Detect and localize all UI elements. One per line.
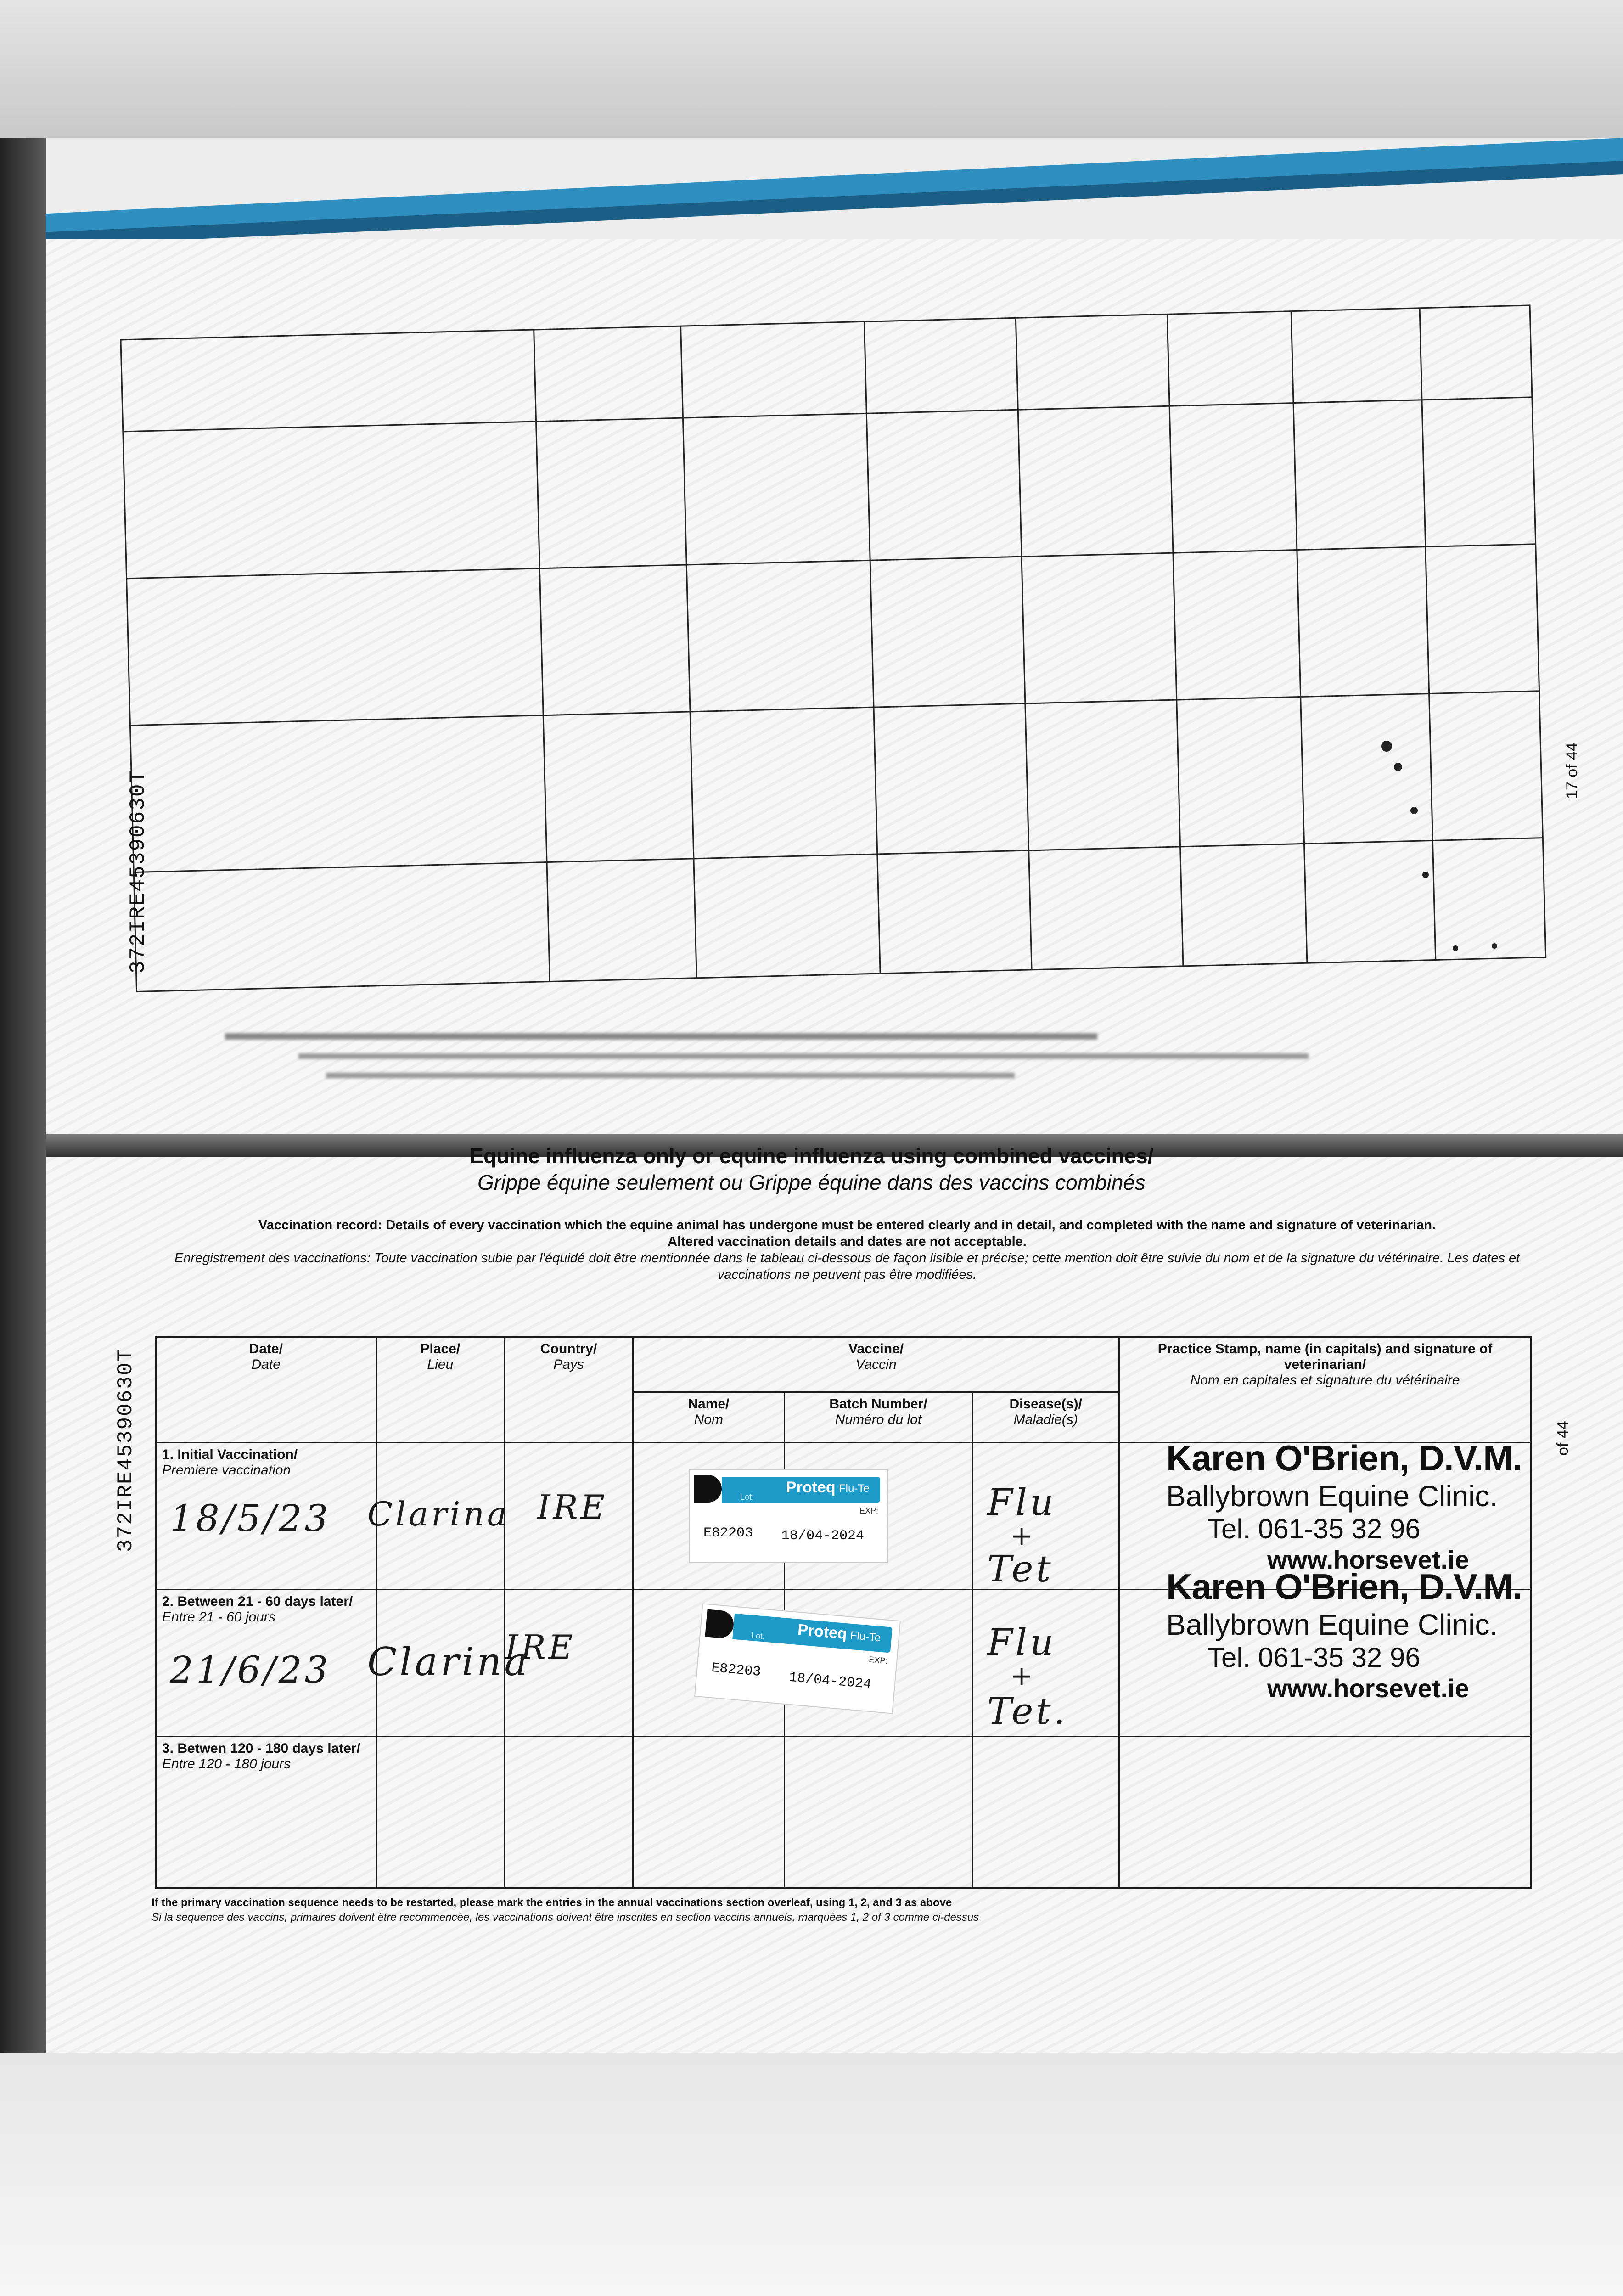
handwritten-disease-2b: + [1010, 1660, 1036, 1692]
blank-record-grid [46, 239, 1623, 1134]
footer-note-fr: Si la sequence des vaccins, primaires doivent être recommencée, les vaccinations doivent être inscrites en section vaccins annuels, marquées 1, 2 of 3 comme ci-dessus [152, 1911, 979, 1924]
book-spine-shadow [0, 138, 46, 2057]
cell-batch-3[interactable] [784, 1737, 972, 1888]
row-label-initial[interactable]: 1. Initial Vaccination/ Premiere vaccination [156, 1443, 376, 1590]
note-en-bold-2: Altered vaccination details and dates are not acceptable. [668, 1234, 1027, 1249]
brand-logo-icon [694, 1475, 722, 1503]
lower-page-number: of 44 [1554, 1421, 1572, 1456]
vaccine-sticker-2: Lot: Proteq Flu-Te EXP: E82203 18/04-2024 [694, 1603, 901, 1714]
handwritten-disease-2c: Tet. [987, 1690, 1068, 1733]
row-label-second[interactable]: 2. Between 21 - 60 days later/ Entre 21 - 60 jours [156, 1590, 376, 1737]
handwritten-country-2: IRE [505, 1628, 576, 1666]
document-id-vertical-lower: 372IRE45390630T [114, 1348, 138, 1552]
cell-name-3[interactable] [633, 1737, 785, 1888]
cell-disease-3[interactable] [972, 1737, 1119, 1888]
header-country: Country/ Pays [505, 1337, 633, 1443]
handwritten-disease-1a: Flu [987, 1481, 1056, 1524]
header-batch-number: Batch Number/ Numéro du lot [784, 1392, 972, 1443]
handwritten-disease-2a: Flu [987, 1621, 1056, 1664]
upper-page-blank-record [46, 239, 1623, 1134]
document-id-vertical-upper: 372IRE45390630T [126, 769, 150, 974]
upside-down-header-blur [207, 1019, 1492, 1120]
header-vaccine: Vaccine/ Vaccin [633, 1337, 1119, 1392]
handwritten-place-2: Clarina [367, 1639, 530, 1684]
handwritten-date-2: 21/6/23 [170, 1649, 331, 1691]
section-title-fr: Grippe équine seulement ou Grippe équine dans des vaccins combinés [477, 1171, 1146, 1194]
header-place: Place/ Lieu [376, 1337, 505, 1443]
cell-stamp-3[interactable] [1119, 1737, 1531, 1888]
brand-logo-icon [705, 1609, 735, 1639]
cell-place-3[interactable] [376, 1737, 505, 1888]
note-en-bold: Vaccination record: Details of every vaccination which the equine animal has undergone must be entered clearly and in detail, and completed with the name and signature of veterinarian. [258, 1218, 1436, 1232]
footer-note-en: If the primary vaccination sequence needs to be restarted, please mark the entries in the annual vaccinations section overleaf, using 1, 2, and 3 as above [152, 1896, 952, 1909]
handwritten-country-1: IRE [537, 1488, 608, 1526]
upper-page-number: 17 of 44 [1563, 743, 1581, 799]
header-diseases: Disease(s)/ Maladie(s) [972, 1392, 1119, 1443]
handwritten-disease-1b: + [1010, 1520, 1036, 1552]
scanner-background-top [0, 0, 1623, 138]
cell-country-3[interactable] [505, 1737, 633, 1888]
header-date: Date/ Date [156, 1337, 376, 1443]
practice-stamp-2: Karen O'Brien, D.V.M. Ballybrown Equine Clinic. Tel. 061-35 32 96 www.horsevet.ie [1166, 1566, 1522, 1703]
handwritten-disease-1c: Tet [987, 1548, 1054, 1590]
instruction-note [161, 1217, 1533, 1283]
section-title-en: Equine influenza only or equine influenza using combined vaccines/ [469, 1144, 1154, 1168]
table-row-third [156, 1737, 1531, 1888]
header-vaccine-name: Name/ Nom [633, 1392, 785, 1443]
scanner-background-bottom [0, 2053, 1623, 2296]
vaccine-sticker-1: Lot: Proteq Flu-Te EXP: E82203 18/04-2024 [689, 1469, 888, 1563]
header-practice-stamp: Practice Stamp, name (in capitals) and signature of veterinarian/ Nom en capitales et signature du vétérinaire [1119, 1337, 1531, 1443]
practice-stamp-1: Karen O'Brien, D.V.M. Ballybrown Equine Clinic. Tel. 061-35 32 96 www.horsevet.ie [1166, 1438, 1522, 1574]
handwritten-place-1: Clarina [367, 1495, 510, 1533]
handwritten-date-1: 18/5/23 [170, 1497, 331, 1540]
ink-speckles [1381, 741, 1497, 951]
note-fr: Enregistrement des vaccinations: Toute vaccination subie par l'équidé doit être mentionnée dans le tableau ci-dessous de façon lisible et précise; cette mention doit être suivie du nom et de la signature du vétérinaire. Les dates et vaccinations ne peuvent pas être modifiées. [174, 1251, 1520, 1282]
row-label-third[interactable]: 3. Betwen 120 - 180 days later/ Entre 120 - 180 jours [156, 1737, 376, 1888]
passport-cover-edge [0, 138, 1623, 248]
